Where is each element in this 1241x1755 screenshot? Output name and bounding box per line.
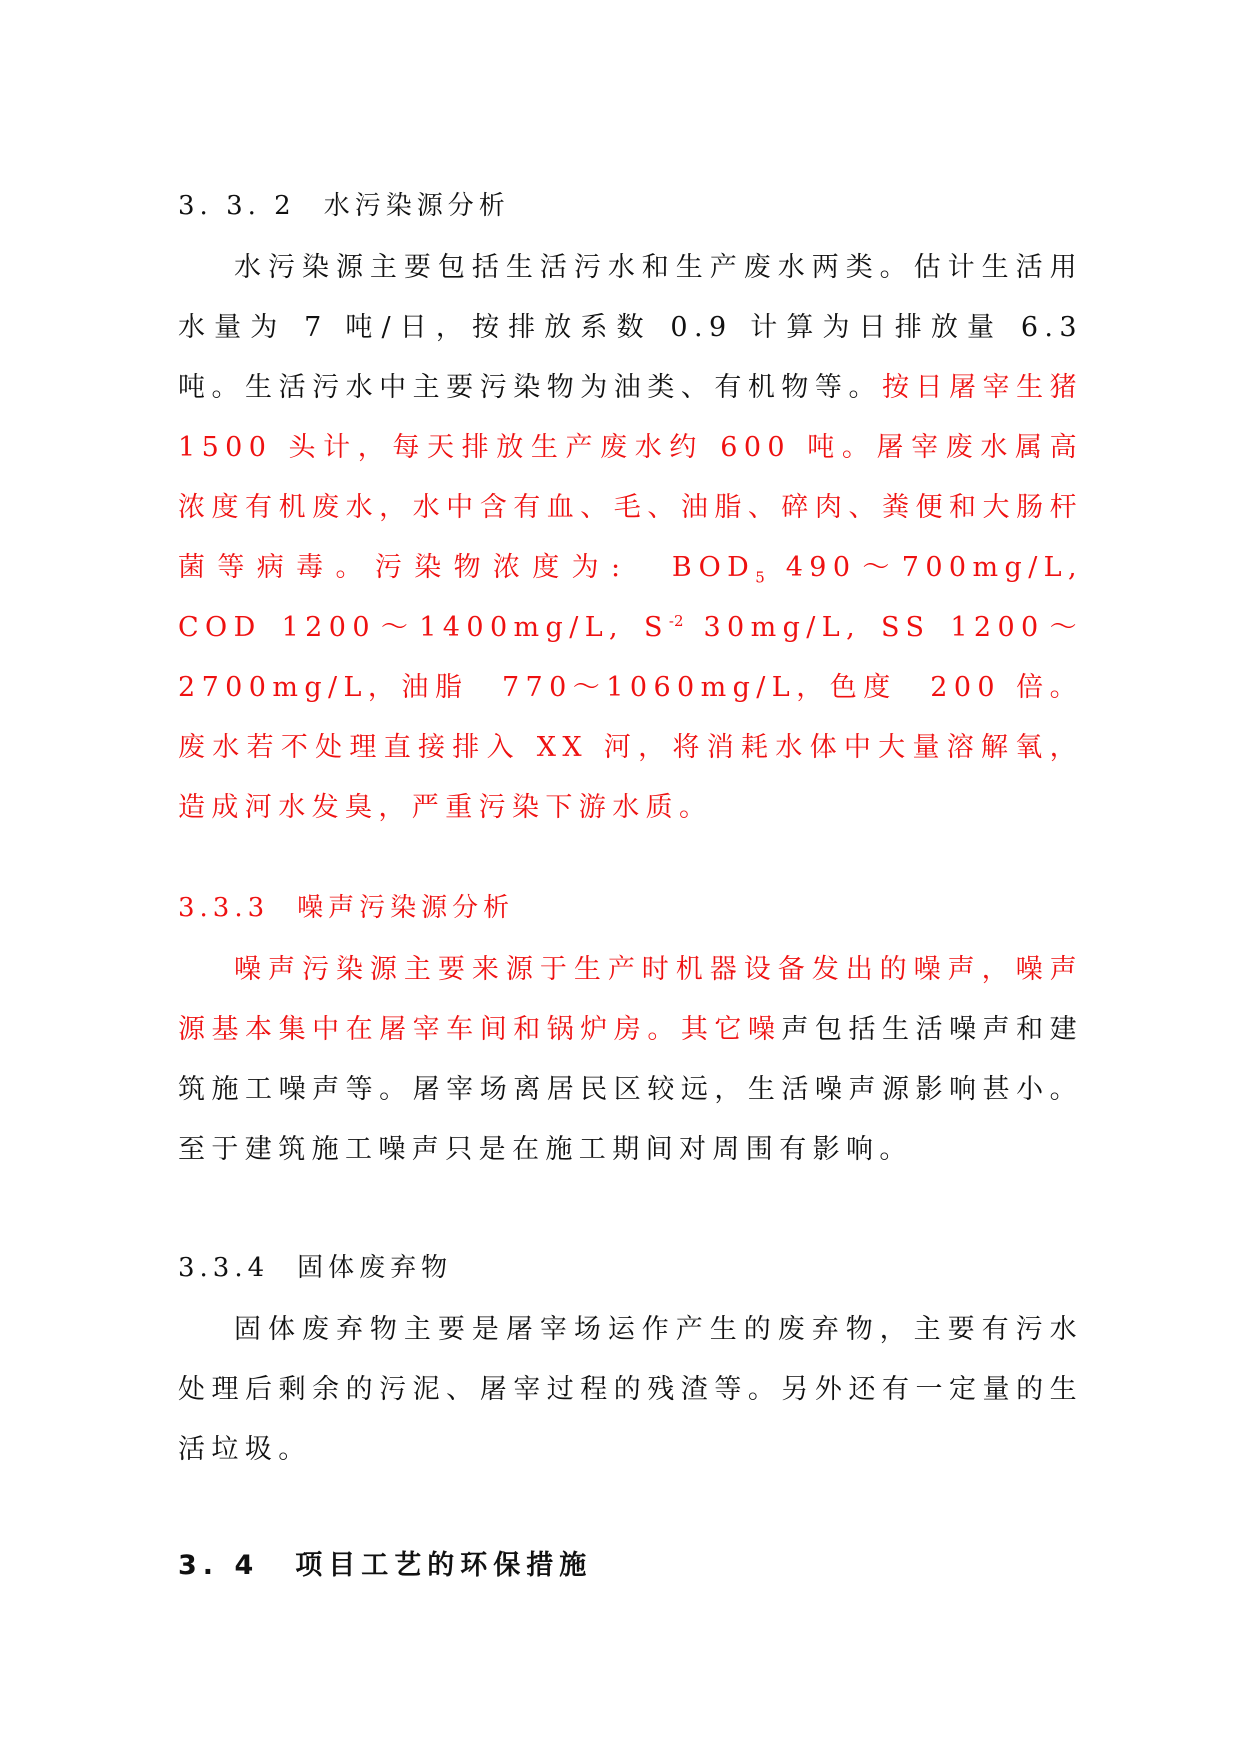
section-number: 3. 4 (178, 1550, 260, 1581)
paragraph-text-red: 噪声污染源主要来源于生产时机器设备发出的噪声，噪声源基本集中在屠宰车间和锅炉房。其它噪 (178, 954, 1083, 1045)
paragraph-text: 固体废弃物主要是屠宰场运作产生的废弃物，主要有污水处理后剩余的污泥、屠宰过程的残渣等。另外还有一定量的生活垃圾。 (178, 1314, 1083, 1465)
superscript-minus-2: -2 (668, 612, 684, 630)
section-title: 水污染源分析 (323, 191, 510, 221)
subscript-5: 5 (755, 568, 765, 587)
paragraph-text-red: 30mg/L, SS 1200～2700mg/L，油脂 770～1060mg/L，色度 200 倍。废水若不处理直接排入 XX 河，将消耗水体中大量溶解氧，造成河水发臭，严重污染下游水质。 (178, 612, 1083, 823)
paragraph-noise-pollution (178, 940, 1083, 1180)
paragraph-solid-waste (178, 1300, 1083, 1480)
paragraph-text-red: 按日屠宰生猪 1500 头计，每天排放生产废水约 600 吨。屠宰废水属高浓度有机废水，水中含有血、毛、油脂、碎肉、粪便和大肠杆菌等病毒。污染物浓度为: BOD (178, 372, 1083, 583)
section-heading-3-4 (178, 1546, 1083, 1586)
paragraph-text-black: 水污染源主要包括生活污水和生产废水两类。估计生活用水量为 7 吨/日，按排放系数 0.9 计算为日排放量 6.3 吨。生活污水中主要污染物为油类、有机物等。 (178, 252, 1083, 403)
section-title: 项目工艺的环保措施 (295, 1550, 593, 1581)
section-number: 3. 3. 2 (178, 191, 296, 221)
section-title: 固体废弃物 (297, 1253, 453, 1283)
document-content (178, 188, 1083, 1586)
paragraph-text-black: 声包括生活噪声和建筑施工噪声等。屠宰场离居民区较远，生活噪声源影响甚小。至于建筑施工噪声只是在施工期间对周围有影响。 (178, 1014, 1083, 1165)
section-heading-3-3-3 (178, 890, 1083, 926)
paragraph-water-pollution (178, 238, 1083, 838)
section-number: 3.3.4 (178, 1253, 270, 1283)
section-heading-3-3-2 (178, 188, 1083, 224)
section-title: 噪声污染源分析 (297, 893, 515, 923)
paragraph-text-red: 490～700mg/L, COD 1200～1400mg/L, S (178, 552, 1083, 643)
section-heading-3-3-4 (178, 1250, 1083, 1286)
section-number: 3.3.3 (178, 893, 270, 923)
